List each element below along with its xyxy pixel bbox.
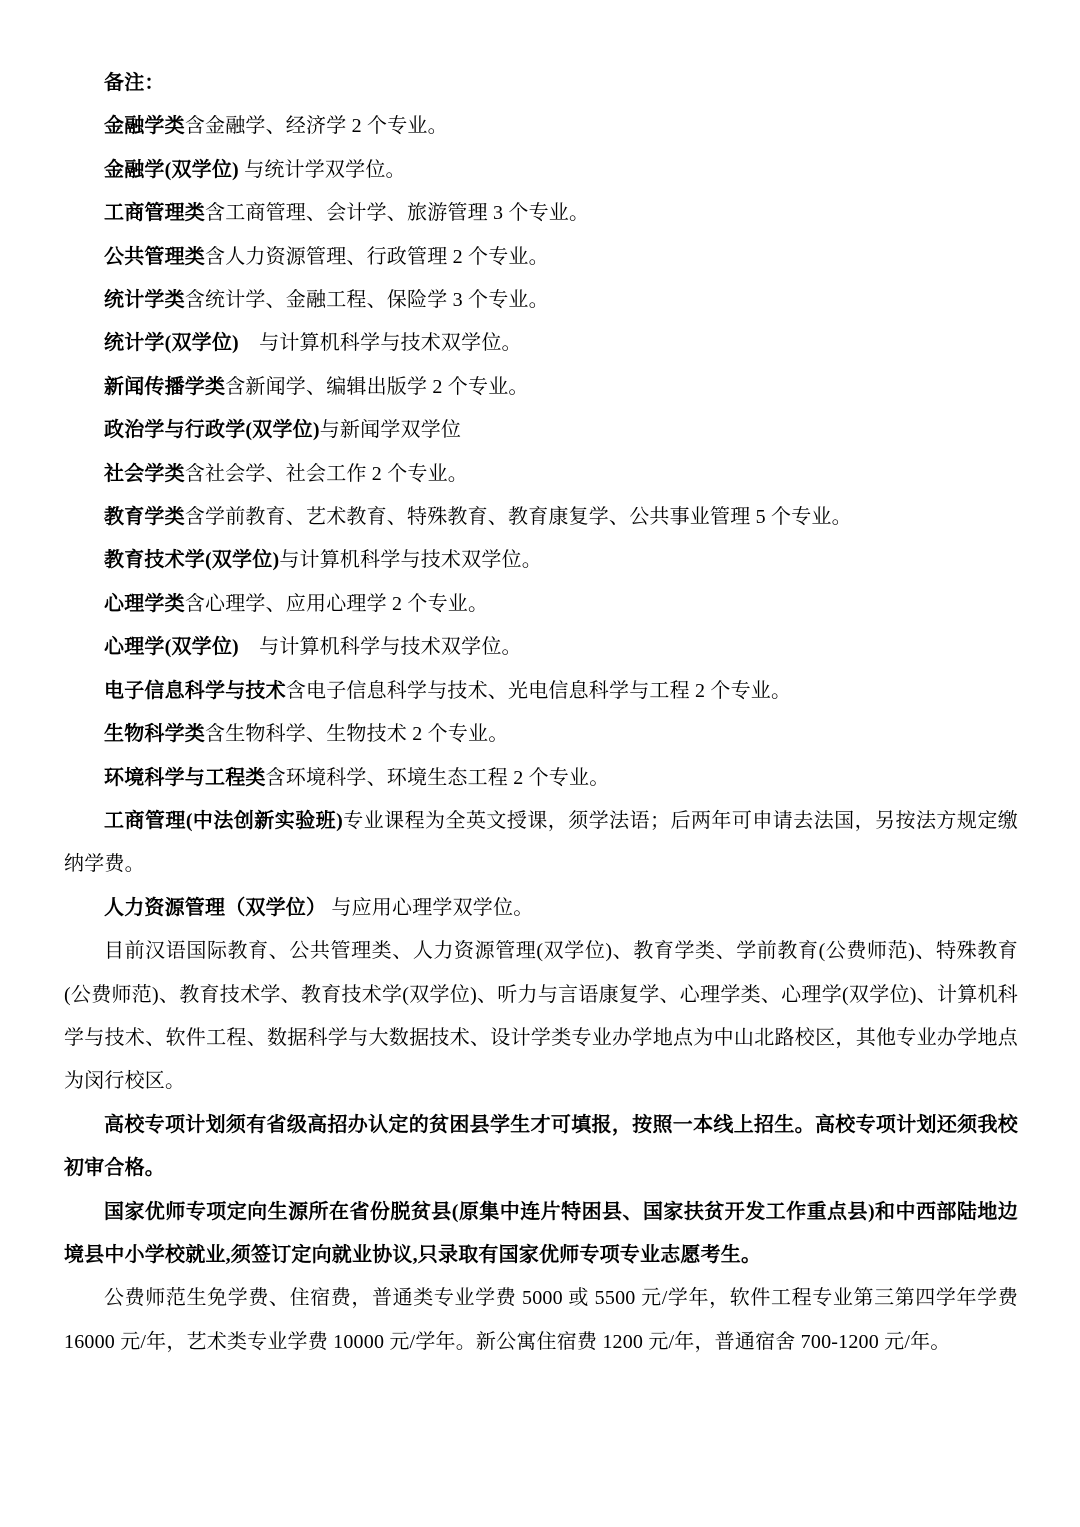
text-run: 专业课程为全英文授课，须学法语；后两年可申请去法国，另按法方规定缴纳学费。 bbox=[64, 809, 1018, 876]
paragraph bbox=[64, 192, 1018, 235]
text-run: 与计算机科学与技术双学位。 bbox=[238, 332, 522, 355]
term-label: 国家优师专项定向生源所在省份脱贫县(原集中连片特困县、国家扶贫开发工作重点县)和中西部陆地边境县中小学校就业,须签订定向就业协议,只录取有国家优师专项专业志愿考生。 bbox=[64, 1200, 1018, 1266]
term-label: 新闻传播学类 bbox=[104, 375, 226, 398]
paragraph bbox=[64, 583, 1018, 626]
paragraph bbox=[64, 1277, 1018, 1364]
paragraph bbox=[64, 322, 1018, 365]
text-run: 含社会学、社会工作 2 个专业。 bbox=[184, 462, 469, 485]
term-label: 环境科学与工程类 bbox=[104, 766, 266, 789]
term-label: 统计学类 bbox=[104, 289, 185, 312]
paragraph bbox=[64, 800, 1018, 887]
paragraph bbox=[64, 496, 1018, 539]
paragraph bbox=[64, 626, 1018, 669]
text-run: 含新闻学、编辑出版学 2 个专业。 bbox=[225, 375, 529, 398]
text-run: 含心理学、应用心理学 2 个专业。 bbox=[184, 592, 489, 615]
paragraph bbox=[64, 670, 1018, 713]
term-label: 人力资源管理（双学位） bbox=[104, 896, 327, 919]
text-run: 含学前教育、艺术教育、特殊教育、教育康复学、公共事业管理 5 个专业。 bbox=[184, 506, 852, 529]
text-run: 与统计学双学位。 bbox=[238, 158, 406, 181]
term-label: 金融学类 bbox=[104, 115, 185, 138]
term-label: 高校专项计划须有省级高招办认定的贫困县学生才可填报，按照一本线上招生。高校专项计划还须我校初审合格。 bbox=[64, 1113, 1018, 1180]
text-run: 目前汉语国际教育、公共管理类、人力资源管理(双学位)、教育学类、学前教育(公费师范)、特殊教育(公费师范)、教育技术学、教育技术学(双学位)、听力与言语康复学、心理学类、心理学(双学位)、计算机科学与技术、软件工程、数据科学与大数据技术、设计学类专业办学地点为中山北路校区，其他专业办学地点为闵行校区。 bbox=[64, 940, 1018, 1093]
text-run: 含工商管理、会计学、旅游管理 3 个专业。 bbox=[205, 202, 590, 225]
paragraph bbox=[64, 1104, 1018, 1191]
text-run: 与应用心理学双学位。 bbox=[326, 896, 534, 919]
term-label: 工商管理(中法创新实验班) bbox=[104, 809, 343, 832]
text-run: 公费师范生免学费、住宿费，普通类专业学费 5000 或 5500 元/学年，软件工程专业第三第四学年学费 16000 元/年，艺术类专业学费 10000 元/学年。新公寓住宿费 1200 元/年，普通宿舍 700-1200 元/年。 bbox=[64, 1287, 1018, 1353]
paragraph bbox=[64, 149, 1018, 192]
term-label: 统计学(双学位) bbox=[104, 332, 239, 355]
text-run: 与计算机科学与技术双学位。 bbox=[238, 636, 522, 659]
term-label: 工商管理类 bbox=[104, 202, 205, 225]
paragraph bbox=[64, 366, 1018, 409]
text-run: 含人力资源管理、行政管理 2 个专业。 bbox=[205, 245, 549, 268]
paragraph bbox=[64, 757, 1018, 800]
text-run: 与计算机科学与技术双学位。 bbox=[279, 549, 542, 572]
paragraph bbox=[64, 1191, 1018, 1278]
term-label: 政治学与行政学(双学位) bbox=[104, 419, 320, 442]
paragraph bbox=[64, 409, 1018, 452]
text-run: 与新闻学双学位 bbox=[319, 419, 462, 442]
term-label: 社会学类 bbox=[104, 462, 185, 485]
term-label: 教育学类 bbox=[104, 506, 185, 529]
paragraph bbox=[64, 887, 1018, 930]
paragraph bbox=[64, 539, 1018, 582]
paragraph bbox=[64, 930, 1018, 1104]
paragraph bbox=[64, 236, 1018, 279]
term-label: 心理学类 bbox=[104, 592, 185, 615]
term-label: 电子信息科学与技术 bbox=[104, 679, 286, 702]
document-body bbox=[64, 62, 1018, 1364]
paragraph bbox=[64, 105, 1018, 148]
paragraph bbox=[64, 453, 1018, 496]
term-label: 公共管理类 bbox=[104, 245, 205, 268]
text-run: 含生物科学、生物技术 2 个专业。 bbox=[205, 723, 509, 746]
term-label: 生物科学类 bbox=[104, 723, 205, 746]
paragraph bbox=[64, 713, 1018, 756]
term-label: 教育技术学(双学位) bbox=[104, 549, 280, 572]
text-run: 含环境科学、环境生态工程 2 个专业。 bbox=[265, 766, 610, 789]
paragraph bbox=[64, 62, 1018, 105]
paragraph bbox=[64, 279, 1018, 322]
text-run: 含统计学、金融工程、保险学 3 个专业。 bbox=[184, 289, 549, 312]
text-run: 含电子信息科学与技术、光电信息科学与工程 2 个专业。 bbox=[285, 679, 792, 702]
term-label: 金融学(双学位) bbox=[104, 158, 239, 181]
text-run: 含金融学、经济学 2 个专业。 bbox=[184, 115, 448, 138]
term-label: 备注： bbox=[104, 72, 165, 94]
term-label: 心理学(双学位) bbox=[104, 636, 239, 659]
